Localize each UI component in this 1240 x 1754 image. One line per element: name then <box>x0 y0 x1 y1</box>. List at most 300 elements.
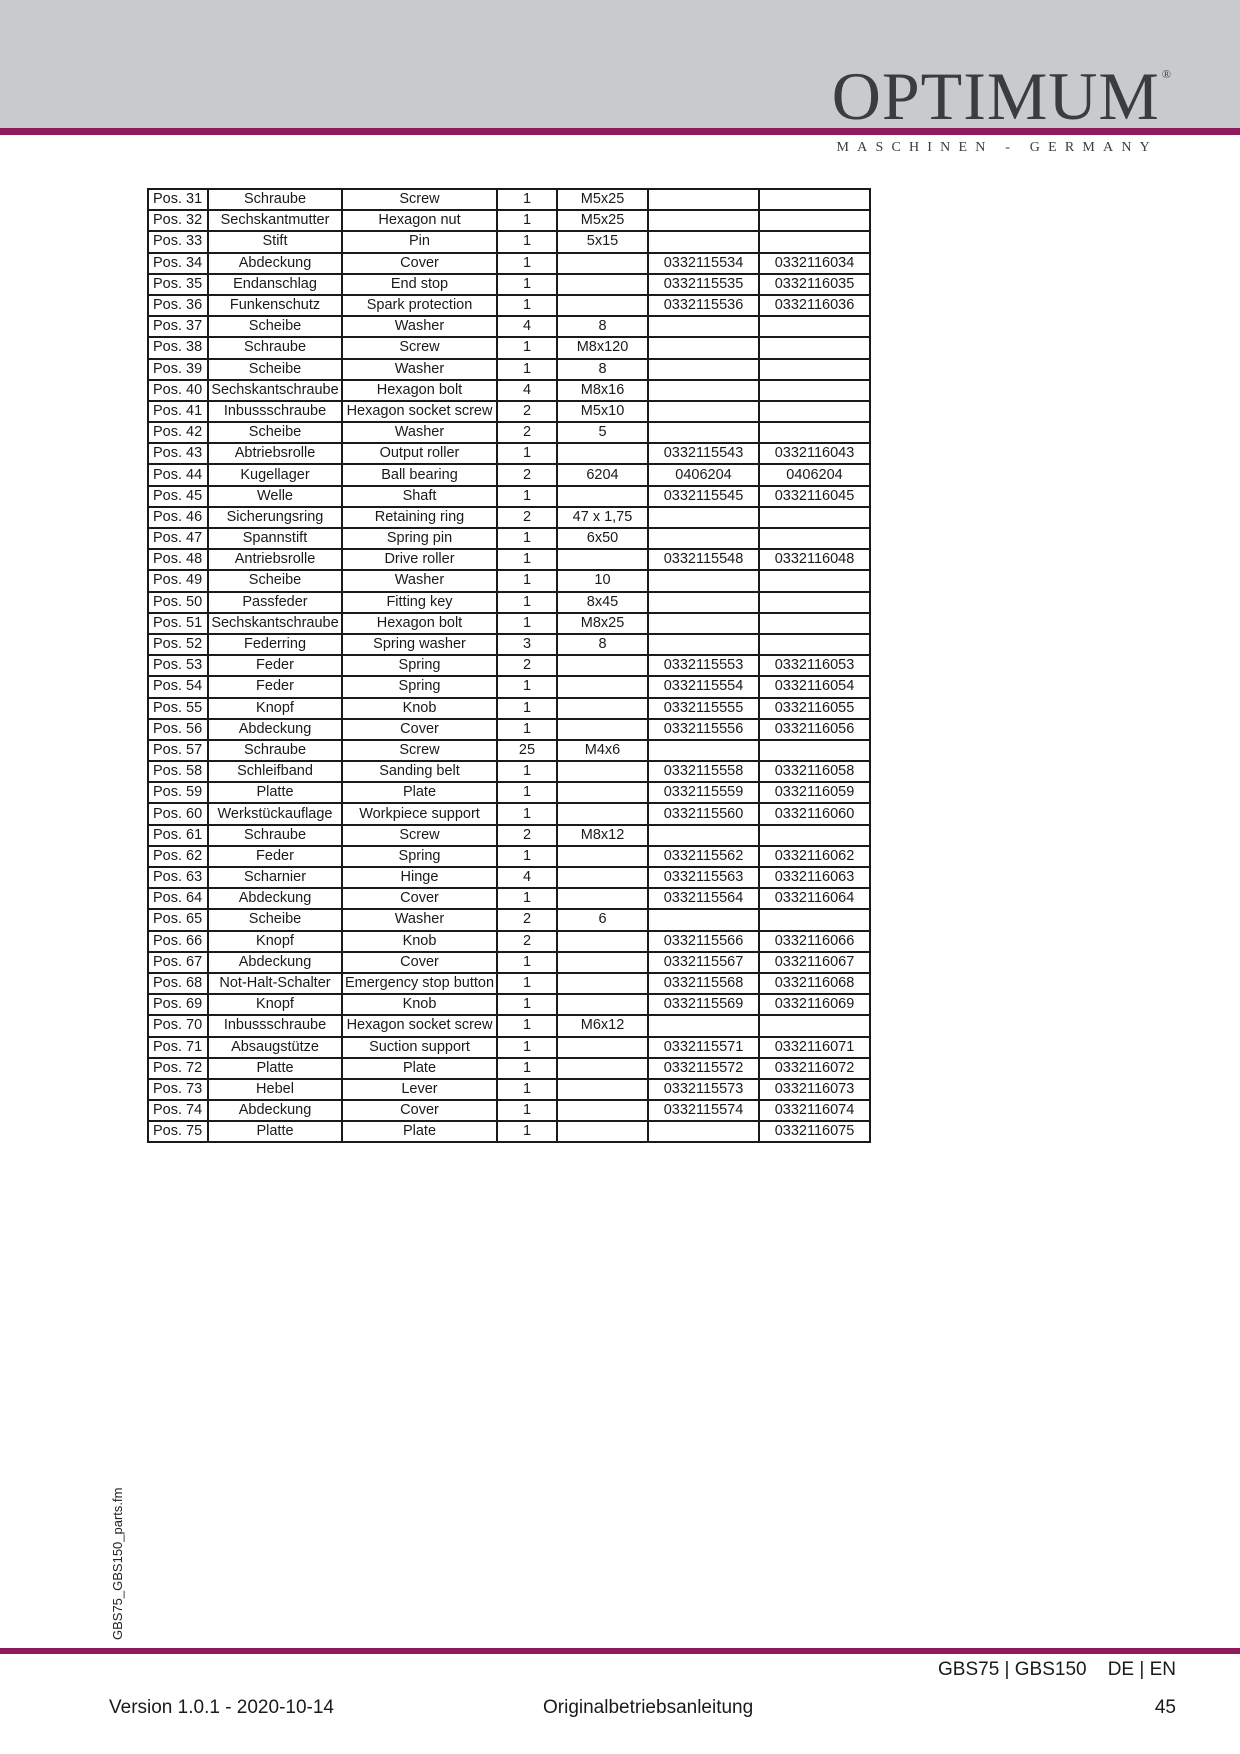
german-name-cell: Sicherungsring <box>208 507 342 528</box>
quantity-cell: 1 <box>497 698 557 719</box>
german-name-cell: Stift <box>208 231 342 252</box>
pos-cell: Pos. 75 <box>148 1121 208 1142</box>
english-name-cell: Workpiece support <box>342 803 497 824</box>
article-no-2-cell: 0332116058 <box>759 761 870 782</box>
german-name-cell: Platte <box>208 1058 342 1079</box>
english-name-cell: Spring <box>342 655 497 676</box>
quantity-cell: 3 <box>497 634 557 655</box>
article-no-1-cell: 0332115556 <box>648 719 759 740</box>
table-row <box>148 231 870 252</box>
table-row <box>148 634 870 655</box>
size-cell <box>557 549 648 570</box>
quantity-cell: 1 <box>497 761 557 782</box>
size-cell <box>557 274 648 295</box>
article-no-1-cell <box>648 380 759 401</box>
quantity-cell: 1 <box>497 1037 557 1058</box>
article-no-2-cell <box>759 401 870 422</box>
article-no-1-cell <box>648 592 759 613</box>
size-cell <box>557 698 648 719</box>
english-name-cell: Cover <box>342 253 497 274</box>
article-no-2-cell <box>759 909 870 930</box>
english-name-cell: Plate <box>342 782 497 803</box>
pos-cell: Pos. 72 <box>148 1058 208 1079</box>
english-name-cell: Hexagon socket screw <box>342 401 497 422</box>
article-no-1-cell: 0332115553 <box>648 655 759 676</box>
size-cell <box>557 676 648 697</box>
quantity-cell: 1 <box>497 570 557 591</box>
pos-cell: Pos. 71 <box>148 1037 208 1058</box>
article-no-2-cell <box>759 337 870 358</box>
article-no-1-cell: 0332115555 <box>648 698 759 719</box>
article-no-1-cell <box>648 337 759 358</box>
article-no-2-cell: 0332116034 <box>759 253 870 274</box>
pos-cell: Pos. 49 <box>148 570 208 591</box>
quantity-cell: 1 <box>497 613 557 634</box>
english-name-cell: Plate <box>342 1121 497 1142</box>
english-name-cell: End stop <box>342 274 497 295</box>
pos-cell: Pos. 69 <box>148 994 208 1015</box>
german-name-cell: Welle <box>208 486 342 507</box>
pos-cell: Pos. 59 <box>148 782 208 803</box>
article-no-2-cell <box>759 359 870 380</box>
english-name-cell: Sanding belt <box>342 761 497 782</box>
german-name-cell: Scharnier <box>208 867 342 888</box>
size-cell <box>557 867 648 888</box>
article-no-1-cell: 0332115559 <box>648 782 759 803</box>
english-name-cell: Washer <box>342 422 497 443</box>
size-cell: 8 <box>557 316 648 337</box>
english-name-cell: Spark protection <box>342 295 497 316</box>
article-no-1-cell <box>648 359 759 380</box>
article-no-1-cell <box>648 1015 759 1036</box>
pos-cell: Pos. 53 <box>148 655 208 676</box>
article-no-2-cell <box>759 422 870 443</box>
table-row <box>148 210 870 231</box>
pos-cell: Pos. 66 <box>148 931 208 952</box>
article-no-1-cell: 0332115545 <box>648 486 759 507</box>
article-no-1-cell: 0332115554 <box>648 676 759 697</box>
table-row <box>148 486 870 507</box>
english-name-cell: Washer <box>342 570 497 591</box>
pos-cell: Pos. 56 <box>148 719 208 740</box>
pos-cell: Pos. 65 <box>148 909 208 930</box>
english-name-cell: Spring pin <box>342 528 497 549</box>
size-cell: M6x12 <box>557 1015 648 1036</box>
pos-cell: Pos. 44 <box>148 464 208 485</box>
size-cell <box>557 295 648 316</box>
english-name-cell: Hexagon bolt <box>342 613 497 634</box>
article-no-2-cell <box>759 634 870 655</box>
article-no-2-cell: 0332116072 <box>759 1058 870 1079</box>
english-name-cell: Suction support <box>342 1037 497 1058</box>
table-row <box>148 994 870 1015</box>
pos-cell: Pos. 34 <box>148 253 208 274</box>
german-name-cell: Abdeckung <box>208 253 342 274</box>
table-row <box>148 1121 870 1142</box>
english-name-cell: Screw <box>342 740 497 761</box>
article-no-1-cell: 0332115535 <box>648 274 759 295</box>
table-row <box>148 570 870 591</box>
english-name-cell: Washer <box>342 909 497 930</box>
quantity-cell: 1 <box>497 803 557 824</box>
german-name-cell: Schraube <box>208 740 342 761</box>
english-name-cell: Knob <box>342 994 497 1015</box>
quantity-cell: 1 <box>497 1100 557 1121</box>
quantity-cell: 4 <box>497 380 557 401</box>
quantity-cell: 1 <box>497 274 557 295</box>
quantity-cell: 4 <box>497 316 557 337</box>
table-row <box>148 464 870 485</box>
size-cell: M4x6 <box>557 740 648 761</box>
english-name-cell: Spring <box>342 846 497 867</box>
quantity-cell: 2 <box>497 909 557 930</box>
article-no-1-cell: 0332115558 <box>648 761 759 782</box>
article-no-2-cell: 0406204 <box>759 464 870 485</box>
article-no-1-cell: 0332115564 <box>648 888 759 909</box>
pos-cell: Pos. 41 <box>148 401 208 422</box>
german-name-cell: Hebel <box>208 1079 342 1100</box>
article-no-2-cell: 0332116067 <box>759 952 870 973</box>
table-row <box>148 1079 870 1100</box>
german-name-cell: Not-Halt-Schalter <box>208 973 342 994</box>
size-cell <box>557 803 648 824</box>
brand-subtitle: MASCHINEN - GERMANY <box>836 140 1158 155</box>
pos-cell: Pos. 37 <box>148 316 208 337</box>
article-no-1-cell <box>648 189 759 210</box>
article-no-1-cell <box>648 507 759 528</box>
quantity-cell: 1 <box>497 443 557 464</box>
pos-cell: Pos. 62 <box>148 846 208 867</box>
english-name-cell: Knob <box>342 931 497 952</box>
footer-accent-line <box>0 1648 1240 1654</box>
german-name-cell: Feder <box>208 846 342 867</box>
size-cell <box>557 1100 648 1121</box>
quantity-cell: 2 <box>497 401 557 422</box>
table-row <box>148 443 870 464</box>
table-row <box>148 359 870 380</box>
table-row <box>148 1100 870 1121</box>
german-name-cell: Abdeckung <box>208 888 342 909</box>
table-row <box>148 337 870 358</box>
article-no-1-cell: 0332115572 <box>648 1058 759 1079</box>
quantity-cell: 2 <box>497 422 557 443</box>
english-name-cell: Cover <box>342 1100 497 1121</box>
article-no-2-cell: 0332116064 <box>759 888 870 909</box>
article-no-1-cell <box>648 740 759 761</box>
article-no-1-cell <box>648 613 759 634</box>
pos-cell: Pos. 50 <box>148 592 208 613</box>
brand-logo <box>831 58 1172 134</box>
quantity-cell: 4 <box>497 867 557 888</box>
pos-cell: Pos. 45 <box>148 486 208 507</box>
table-row <box>148 401 870 422</box>
quantity-cell: 25 <box>497 740 557 761</box>
table-row <box>148 846 870 867</box>
english-name-cell: Output roller <box>342 443 497 464</box>
article-no-1-cell: 0406204 <box>648 464 759 485</box>
article-no-2-cell <box>759 380 870 401</box>
article-no-2-cell: 0332116053 <box>759 655 870 676</box>
pos-cell: Pos. 39 <box>148 359 208 380</box>
quantity-cell: 1 <box>497 549 557 570</box>
german-name-cell: Scheibe <box>208 909 342 930</box>
quantity-cell: 1 <box>497 359 557 380</box>
pos-cell: Pos. 43 <box>148 443 208 464</box>
pos-cell: Pos. 54 <box>148 676 208 697</box>
article-no-1-cell <box>648 570 759 591</box>
article-no-1-cell <box>648 422 759 443</box>
table-row <box>148 1037 870 1058</box>
article-no-1-cell <box>648 210 759 231</box>
pos-cell: Pos. 51 <box>148 613 208 634</box>
article-no-2-cell: 0332116045 <box>759 486 870 507</box>
size-cell <box>557 1121 648 1142</box>
english-name-cell: Drive roller <box>342 549 497 570</box>
pos-cell: Pos. 47 <box>148 528 208 549</box>
article-no-2-cell: 0332116059 <box>759 782 870 803</box>
article-no-2-cell: 0332116073 <box>759 1079 870 1100</box>
quantity-cell: 1 <box>497 1079 557 1100</box>
registered-mark: ® <box>1161 67 1172 81</box>
article-no-2-cell: 0332116054 <box>759 676 870 697</box>
pos-cell: Pos. 67 <box>148 952 208 973</box>
german-name-cell: Abdeckung <box>208 952 342 973</box>
article-no-2-cell: 0332116074 <box>759 1100 870 1121</box>
english-name-cell: Hexagon socket screw <box>342 1015 497 1036</box>
article-no-2-cell: 0332116035 <box>759 274 870 295</box>
size-cell <box>557 486 648 507</box>
article-no-2-cell: 0332116036 <box>759 295 870 316</box>
german-name-cell: Inbussschraube <box>208 1015 342 1036</box>
english-name-cell: Fitting key <box>342 592 497 613</box>
german-name-cell: Werkstückauflage <box>208 803 342 824</box>
quantity-cell: 1 <box>497 952 557 973</box>
table-row <box>148 761 870 782</box>
size-cell: 10 <box>557 570 648 591</box>
footer-model: GBS75 | GBS150 DE | EN <box>938 1659 1176 1680</box>
size-cell <box>557 846 648 867</box>
parts-table-body <box>148 189 870 1142</box>
quantity-cell: 1 <box>497 973 557 994</box>
size-cell <box>557 655 648 676</box>
article-no-2-cell <box>759 189 870 210</box>
quantity-cell: 1 <box>497 994 557 1015</box>
table-row <box>148 740 870 761</box>
article-no-2-cell: 0332116056 <box>759 719 870 740</box>
german-name-cell: Platte <box>208 1121 342 1142</box>
article-no-2-cell: 0332116055 <box>759 698 870 719</box>
pos-cell: Pos. 52 <box>148 634 208 655</box>
table-row <box>148 613 870 634</box>
article-no-1-cell: 0332115567 <box>648 952 759 973</box>
size-cell: 6 <box>557 909 648 930</box>
article-no-2-cell <box>759 231 870 252</box>
table-row <box>148 295 870 316</box>
article-no-2-cell: 0332116043 <box>759 443 870 464</box>
table-row <box>148 931 870 952</box>
table-row <box>148 803 870 824</box>
size-cell: M8x12 <box>557 825 648 846</box>
english-name-cell: Hexagon bolt <box>342 380 497 401</box>
article-no-2-cell <box>759 592 870 613</box>
english-name-cell: Ball bearing <box>342 464 497 485</box>
article-no-2-cell <box>759 825 870 846</box>
german-name-cell: Kugellager <box>208 464 342 485</box>
quantity-cell: 1 <box>497 253 557 274</box>
article-no-1-cell: 0332115563 <box>648 867 759 888</box>
pos-cell: Pos. 38 <box>148 337 208 358</box>
english-name-cell: Cover <box>342 888 497 909</box>
page-number: 45 <box>1154 1697 1176 1718</box>
german-name-cell: Absaugstütze <box>208 1037 342 1058</box>
pos-cell: Pos. 60 <box>148 803 208 824</box>
pos-cell: Pos. 63 <box>148 867 208 888</box>
english-name-cell: Hexagon nut <box>342 210 497 231</box>
article-no-1-cell <box>648 528 759 549</box>
size-cell <box>557 1079 648 1100</box>
english-name-cell: Retaining ring <box>342 507 497 528</box>
pos-cell: Pos. 40 <box>148 380 208 401</box>
article-no-2-cell <box>759 528 870 549</box>
german-name-cell: Schraube <box>208 189 342 210</box>
table-row <box>148 952 870 973</box>
table-row <box>148 698 870 719</box>
size-cell: M8x16 <box>557 380 648 401</box>
table-row <box>148 528 870 549</box>
article-no-2-cell <box>759 1015 870 1036</box>
table-row <box>148 189 870 210</box>
quantity-cell: 1 <box>497 210 557 231</box>
quantity-cell: 2 <box>497 655 557 676</box>
quantity-cell: 1 <box>497 592 557 613</box>
table-row <box>148 719 870 740</box>
german-name-cell: Scheibe <box>208 359 342 380</box>
pos-cell: Pos. 36 <box>148 295 208 316</box>
german-name-cell: Schraube <box>208 825 342 846</box>
english-name-cell: Washer <box>342 316 497 337</box>
german-name-cell: Abtriebsrolle <box>208 443 342 464</box>
article-no-2-cell: 0332116048 <box>759 549 870 570</box>
size-cell: 47 x 1,75 <box>557 507 648 528</box>
article-no-2-cell: 0332116075 <box>759 1121 870 1142</box>
pos-cell: Pos. 32 <box>148 210 208 231</box>
table-row <box>148 1058 870 1079</box>
english-name-cell: Shaft <box>342 486 497 507</box>
size-cell <box>557 443 648 464</box>
size-cell: 8 <box>557 359 648 380</box>
brand-name: OPTIMUM <box>831 58 1160 134</box>
table-row <box>148 592 870 613</box>
english-name-cell: Knob <box>342 698 497 719</box>
german-name-cell: Feder <box>208 676 342 697</box>
german-name-cell: Platte <box>208 782 342 803</box>
article-no-2-cell: 0332116068 <box>759 973 870 994</box>
german-name-cell: Knopf <box>208 994 342 1015</box>
table-row <box>148 888 870 909</box>
pos-cell: Pos. 48 <box>148 549 208 570</box>
size-cell <box>557 782 648 803</box>
quantity-cell: 1 <box>497 231 557 252</box>
english-name-cell: Screw <box>342 337 497 358</box>
english-name-cell: Hinge <box>342 867 497 888</box>
size-cell <box>557 1037 648 1058</box>
pos-cell: Pos. 68 <box>148 973 208 994</box>
pos-cell: Pos. 46 <box>148 507 208 528</box>
english-name-cell: Spring <box>342 676 497 697</box>
german-name-cell: Feder <box>208 655 342 676</box>
article-no-1-cell <box>648 825 759 846</box>
size-cell: 5 <box>557 422 648 443</box>
quantity-cell: 2 <box>497 931 557 952</box>
quantity-cell: 1 <box>497 295 557 316</box>
article-no-2-cell: 0332116060 <box>759 803 870 824</box>
german-name-cell: Sechskantschraube <box>208 380 342 401</box>
size-cell <box>557 994 648 1015</box>
size-cell <box>557 1058 648 1079</box>
german-name-cell: Abdeckung <box>208 719 342 740</box>
article-no-1-cell: 0332115548 <box>648 549 759 570</box>
size-cell: M5x10 <box>557 401 648 422</box>
german-name-cell: Schleifband <box>208 761 342 782</box>
article-no-1-cell: 0332115566 <box>648 931 759 952</box>
table-row <box>148 973 870 994</box>
english-name-cell: Cover <box>342 952 497 973</box>
quantity-cell: 1 <box>497 1058 557 1079</box>
parts-table <box>147 188 871 1143</box>
german-name-cell: Endanschlag <box>208 274 342 295</box>
german-name-cell: Scheibe <box>208 422 342 443</box>
quantity-cell: 1 <box>497 782 557 803</box>
article-no-1-cell: 0332115536 <box>648 295 759 316</box>
size-cell <box>557 253 648 274</box>
pos-cell: Pos. 33 <box>148 231 208 252</box>
size-cell <box>557 888 648 909</box>
english-name-cell: Emergency stop button <box>342 973 497 994</box>
german-name-cell: Antriebsrolle <box>208 549 342 570</box>
quantity-cell: 1 <box>497 1121 557 1142</box>
article-no-2-cell: 0332116063 <box>759 867 870 888</box>
english-name-cell: Plate <box>342 1058 497 1079</box>
size-cell: 6x50 <box>557 528 648 549</box>
article-no-2-cell <box>759 570 870 591</box>
article-no-2-cell: 0332116062 <box>759 846 870 867</box>
pos-cell: Pos. 57 <box>148 740 208 761</box>
quantity-cell: 1 <box>497 337 557 358</box>
german-name-cell: Scheibe <box>208 570 342 591</box>
article-no-2-cell: 0332116066 <box>759 931 870 952</box>
german-name-cell: Federring <box>208 634 342 655</box>
size-cell: M5x25 <box>557 189 648 210</box>
english-name-cell: Lever <box>342 1079 497 1100</box>
article-no-1-cell: 0332115543 <box>648 443 759 464</box>
table-row <box>148 549 870 570</box>
article-no-1-cell: 0332115573 <box>648 1079 759 1100</box>
pos-cell: Pos. 73 <box>148 1079 208 1100</box>
german-name-cell: Schraube <box>208 337 342 358</box>
article-no-1-cell <box>648 634 759 655</box>
article-no-2-cell: 0332116069 <box>759 994 870 1015</box>
table-row <box>148 507 870 528</box>
pos-cell: Pos. 42 <box>148 422 208 443</box>
pos-cell: Pos. 58 <box>148 761 208 782</box>
quantity-cell: 1 <box>497 486 557 507</box>
article-no-2-cell <box>759 613 870 634</box>
side-file-label: GBS75_GBS150_parts.fm <box>110 1487 125 1640</box>
size-cell: 6204 <box>557 464 648 485</box>
german-name-cell: Inbussschraube <box>208 401 342 422</box>
table-row <box>148 655 870 676</box>
article-no-2-cell: 0332116071 <box>759 1037 870 1058</box>
